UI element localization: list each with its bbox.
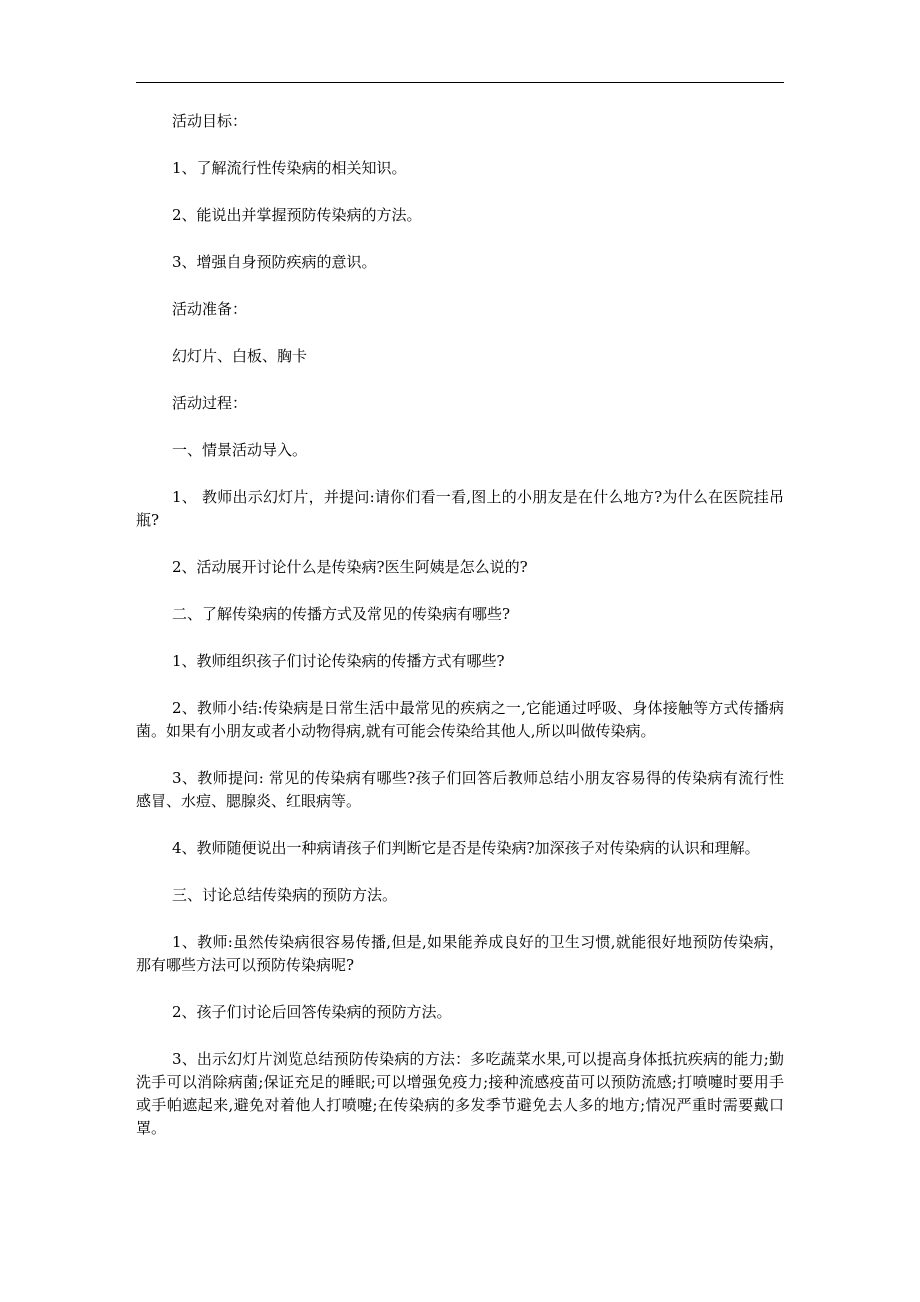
section-1-title: 一、情景活动导入。 <box>172 441 308 459</box>
section-2-title: 二、了解传染病的传播方式及常见的传染病有哪些? <box>172 605 511 623</box>
section-1-step-1: 1、 教师出示幻灯片，并提问:请你们看一看,图上的小朋友是在什么地方?为什么在医院挂吊瓶? <box>136 488 784 529</box>
heading-activity-goals: 活动目标： <box>172 112 248 130</box>
goal-item-3: 3、增强自身预防疾病的意识。 <box>172 253 377 271</box>
preparation-materials: 幻灯片、白板、胸卡 <box>172 347 308 365</box>
header-rule <box>136 82 784 83</box>
heading-activity-preparation: 活动准备： <box>172 300 248 318</box>
section-2-step-4: 4、教师随便说出一种病请孩子们判断它是否是传染病?加深孩子对传染病的认识和理解。 <box>172 839 760 857</box>
heading-activity-process: 活动过程： <box>172 394 248 412</box>
section-2-step-2: 2、教师小结:传染病是日常生活中最常见的疾病之一,它能通过呼吸、身体接触等方式传播病菌。如果有小朋友或者小动物得病,就有可能会传染给其他人,所以叫做传染病。 <box>136 699 784 740</box>
section-1-step-2: 2、活动展开讨论什么是传染病?医生阿姨是怎么说的? <box>172 558 528 576</box>
section-3-step-2: 2、孩子们讨论后回答传染病的预防方法。 <box>172 1003 452 1021</box>
section-3-step-3: 3、出示幻灯片浏览总结预防传染病的方法：多吃蔬菜水果,可以提高身体抵抗疾病的能力;勤洗手可以消除病菌;保证充足的睡眠;可以增强免疫力;接种流感疫苗可以预防流感;打喷嚏时要用手或手帕遮起来,避免对着他人打喷嚏;在传染病的多发季节避免去人多的地方;情况严重时需要戴口罩。 <box>136 1050 784 1137</box>
document-body <box>136 110 784 1164</box>
section-2-step-1: 1、教师组织孩子们讨论传染病的传播方式有哪些? <box>172 652 505 670</box>
goal-item-1: 1、了解流行性传染病的相关知识。 <box>172 159 407 177</box>
section-3-step-1: 1、教师:虽然传染病很容易传播,但是,如果能养成良好的卫生习惯,就能很好地预防传染病，那有哪些方法可以预防传染病呢? <box>136 933 784 974</box>
goal-item-2: 2、能说出并掌握预防传染病的方法。 <box>172 206 422 224</box>
section-2-step-3: 3、教师提问: 常见的传染病有哪些?孩子们回答后教师总结小朋友容易得的传染病有流行性感冒、水痘、腮腺炎、红眼病等。 <box>136 769 784 810</box>
section-3-title: 三、讨论总结传染病的预防方法。 <box>172 886 398 904</box>
